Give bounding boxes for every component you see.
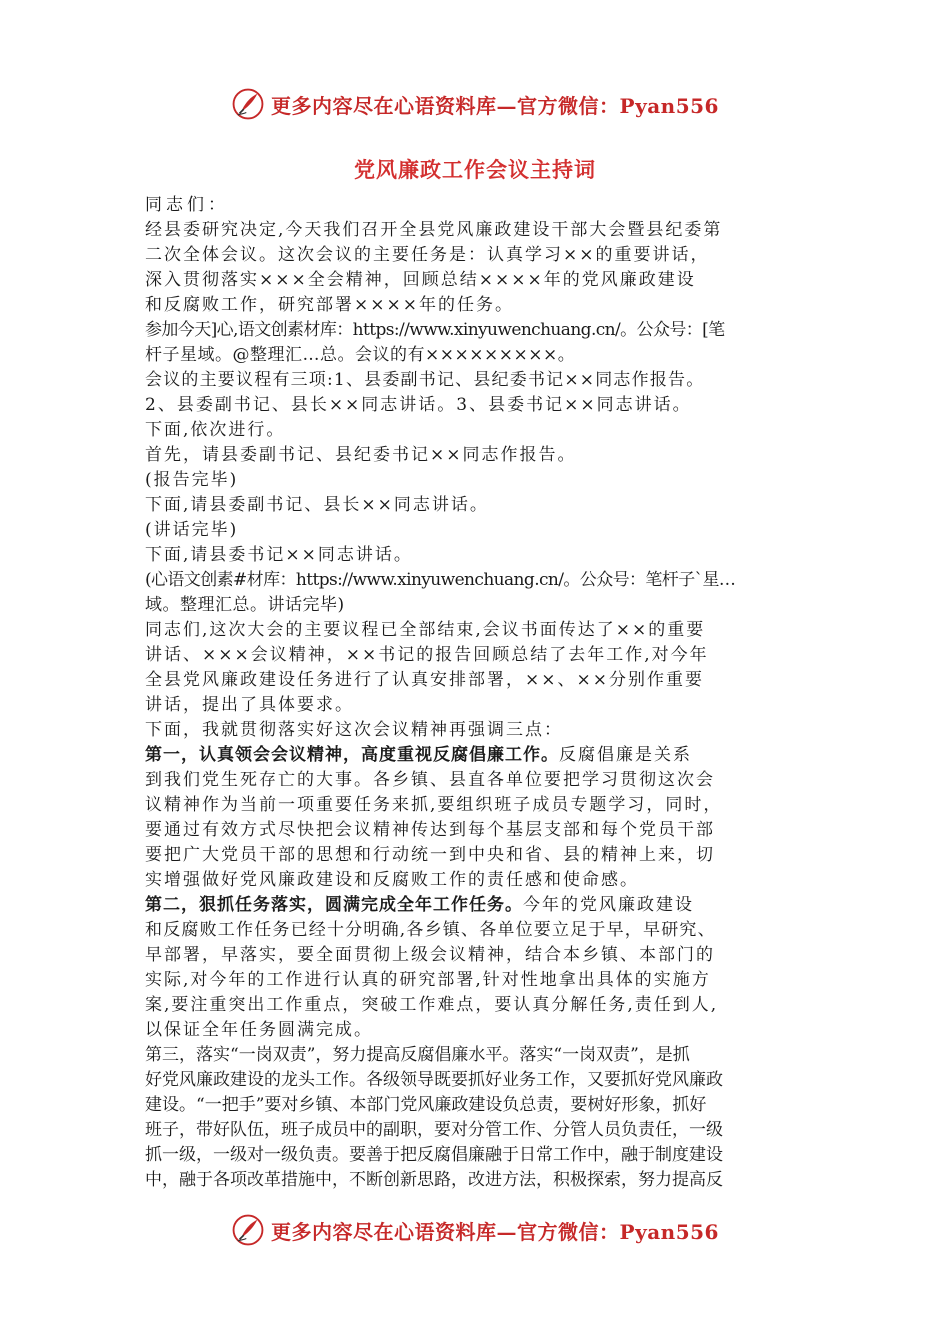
text-line: 和反腐败工作任务已经十分明确,各乡镇、各单位要立足于早，早研究、 (145, 920, 716, 940)
quill-pen-logo-icon (231, 1213, 265, 1247)
text-line: 要把广大党员干部的思想和行动统一到中央和省、县的精神上来，切 (145, 845, 715, 865)
text-line: 域。整理汇总。讲话完毕) (145, 595, 345, 615)
text-span: 反腐倡廉是关系 (559, 745, 692, 765)
text-line: 下面，我就贯彻落实好这次会议精神再强调三点： (145, 720, 563, 740)
document-title: 党风廉政工作会议主持词 (354, 157, 596, 182)
text-line: 议精神作为当前一项重要任务来抓,要组织班子成员专题学习，同时， (145, 795, 723, 815)
quill-pen-logo-icon (231, 87, 265, 121)
text-line (145, 893, 810, 918)
text-line: 第三，落实“一岗双责”，努力提高反腐倡廉水平。落实“一岗双责”，是抓 (145, 1045, 690, 1065)
text-line: 实增强做好党风廉政建设和反腐败工作的责任感和使命感。 (145, 870, 639, 890)
text-line: (心语文创素#材库：https://www.xinyuwenchuang.cn/。公众号：笔杆子`星… (145, 570, 736, 590)
text-line: 参加今天]心,语文创素材库：https://www.xinyuwenchuang.cn/。公众号：[笔 (145, 320, 725, 340)
text-line: 班子，带好队伍，班子成员中的副职，要对分管工作、分管人员负责任，一级 (145, 1120, 723, 1140)
text-line: 下面,依次进行。 (145, 420, 286, 440)
point-one-heading: 第一，认真领会会议精神，高度重视反腐倡廉工作。 (145, 745, 559, 765)
text-line: 会议的主要议程有三项:1、县委副书记、县纪委书记××同志作报告。 (145, 370, 705, 390)
text-line: 二次全体会议。这次会议的主要任务是：认真学习××的重要讲话， (145, 245, 710, 265)
text-line: 全县党风廉政建设任务进行了认真安排部署，××、××分别作重要 (145, 670, 704, 690)
text-line: 案,要注重突出工作重点，突破工作难点，要认真分解任务,责任到人, (145, 995, 719, 1015)
text-line: 中，融于各项改革措施中，不断创新思路，改进方法，积极探索，努力提高反 (145, 1170, 723, 1190)
text-line: 实际,对今年的工作进行认真的研究部署,针对性地拿出具体的实施方 (145, 970, 711, 990)
header-banner (0, 82, 950, 126)
text-line: 同志们,这次大会的主要议程已全部结束,会议书面传达了××的重要 (145, 620, 706, 640)
text-line: 讲话，提出了具体要求。 (145, 695, 354, 715)
text-line: 早部署，早落实，要全面贯彻上级会议精神，结合本乡镇、本部门的 (145, 945, 715, 965)
banner-text: 更多内容尽在心语资料库—官方微信：Pyan556 (271, 93, 719, 118)
point-two-heading: 第二，狠抓任务落实，圆满完成全年工作任务。 (145, 895, 523, 915)
text-line: 抓一级，一级对一级负责。要善于把反腐倡廉融于日常工作中，融于制度建设 (145, 1145, 723, 1165)
text-span: 今年的党风廉政建设 (523, 895, 694, 915)
text-line: 深入贯彻落实×××全会精神，回顾总结××××年的党风廉政建设 (145, 270, 696, 290)
text-line (145, 743, 810, 768)
text-line: 要通过有效方式尽快把会议精神传达到每个基层支部和每个党员干部 (145, 820, 715, 840)
text-line: 同志们： (145, 195, 229, 215)
text-line: 建设。“一把手”要对乡镇、本部门党风廉政建设负总责，要树好形象，抓好 (145, 1095, 707, 1115)
text-line: 到我们党生死存亡的大事。各乡镇、县直各单位要把学习贯彻这次会 (145, 770, 715, 790)
footer-banner (0, 1208, 950, 1252)
document-body (145, 193, 810, 1193)
text-line: 和反腐败工作，研究部署××××年的任务。 (145, 295, 514, 315)
text-line: (讲话完毕) (145, 520, 239, 540)
text-line: 下面,请县委副书记、县长××同志讲话。 (145, 495, 489, 515)
text-line: 首先，请县委副书记、县纪委书记××同志作报告。 (145, 445, 577, 465)
text-line: 2、县委副书记、县长××同志讲话。3、县委书记××同志讲话。 (145, 395, 692, 415)
text-line: 好党风廉政建设的龙头工作。各级领导既要抓好业务工作，又要抓好党风廉政 (145, 1070, 723, 1090)
text-line: (报告完毕) (145, 470, 239, 490)
banner-text: 更多内容尽在心语资料库—官方微信：Pyan556 (271, 1219, 719, 1244)
text-line: 以保证全年任务圆满完成。 (145, 1020, 373, 1040)
text-line: 杆子星域。@整理汇…总。会议的有×××××××××。 (145, 345, 576, 365)
text-line: 下面,请县委书记××同志讲话。 (145, 545, 413, 565)
text-line: 经县委研究决定,今天我们召开全县党风廉政建设干部大会暨县纪委第 (145, 220, 723, 240)
text-line: 讲话、×××会议精神，××书记的报告回顾总结了去年工作,对今年 (145, 645, 709, 665)
